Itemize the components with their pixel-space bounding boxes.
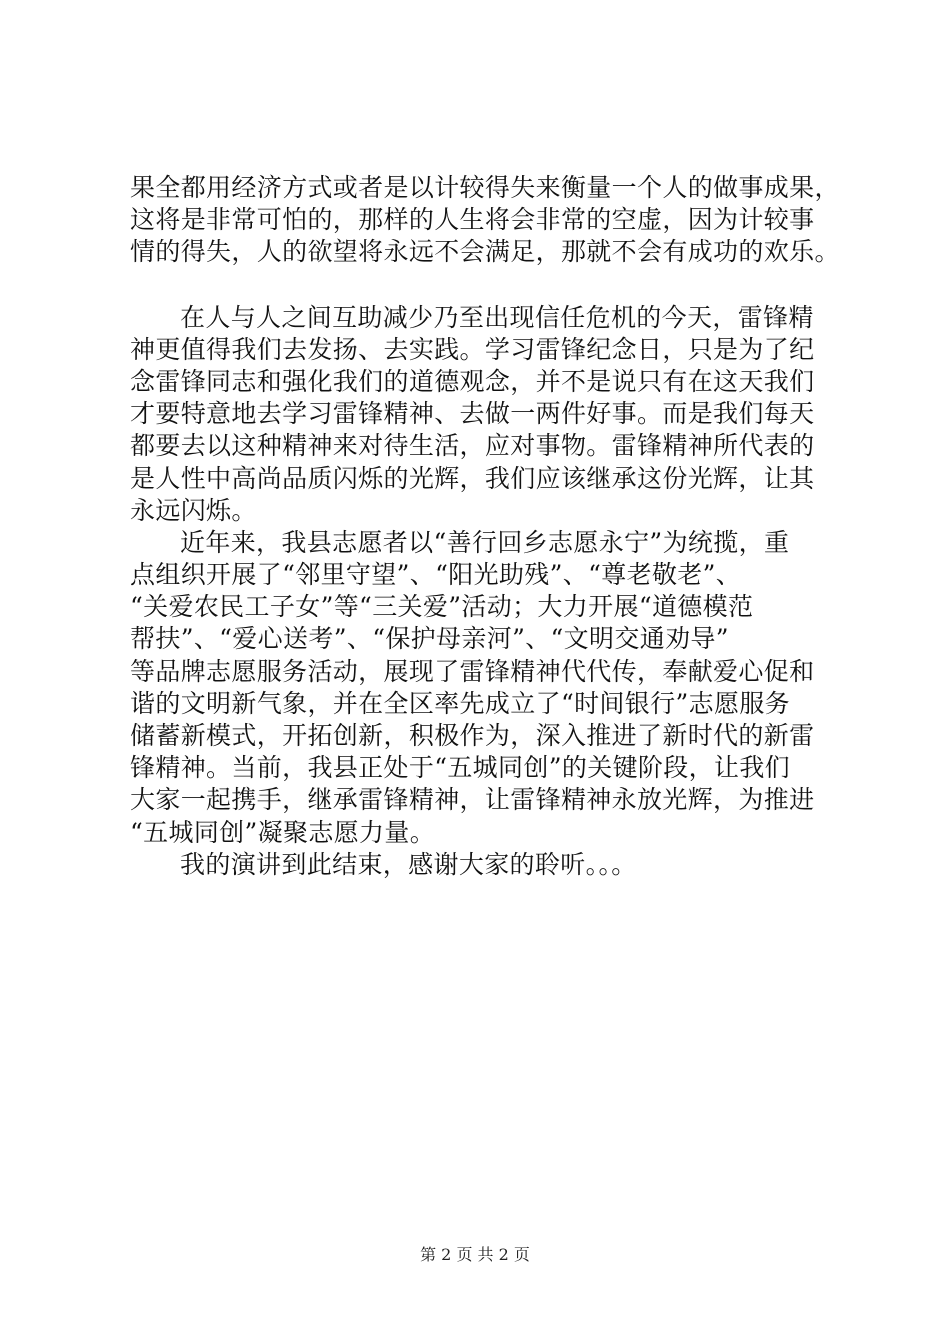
text-line: 在人与人之间互助减少乃至出现信任危机的今天，雷锋精	[180, 302, 814, 332]
text-line: 都要去以这种精神来对待生活，应对事物。雷锋精神所代表的	[130, 431, 815, 461]
text-line: 等品牌志愿服务活动，展现了雷锋精神代代传，奉献爱心促和	[130, 656, 815, 686]
text-line: 近年来，我县志愿者以“善行回乡志愿永宁”为统揽，重	[180, 527, 790, 557]
text-line: 才要特意地去学习雷锋精神、去做一两件好事。而是我们每天	[130, 399, 815, 429]
text-line: 我的演讲到此结束，感谢大家的聆听。。。	[180, 849, 637, 879]
text-line: 是人性中高尚品质闪烁的光辉，我们应该继承这份光辉，让其	[130, 463, 815, 493]
text-line: “五城同创”凝聚志愿力量。	[130, 817, 436, 847]
text-line: 锋精神。当前，我县正处于“五城同创”的关键阶段，让我们	[130, 753, 791, 783]
text-line: 大家一起携手，继承雷锋精神，让雷锋精神永放光辉，为推进	[130, 785, 815, 815]
body-text	[130, 172, 850, 881]
text-line: “关爱农民工子女”等“三关爱”活动；大力开展“道德模范	[130, 592, 754, 622]
paragraph-spacer	[130, 269, 850, 302]
text-line: 这将是非常可怕的，那样的人生将会非常的空虚，因为计较事	[130, 205, 815, 235]
text-line: 永远闪烁。	[130, 495, 257, 525]
text-line: 念雷锋同志和强化我们的道德观念，并不是说只有在这天我们	[130, 366, 815, 396]
text-line: 情的得失，人的欲望将永远不会满足，那就不会有成功的欢乐。	[130, 237, 840, 267]
page-number-label: 第 2 页 共 2 页	[420, 1245, 530, 1264]
text-line: 谐的文明新气象，并在全区率先成立了“时间银行”志愿服务	[130, 688, 791, 718]
page-footer	[0, 1242, 950, 1265]
text-line: 果全都用经济方式或者是以计较得失来衡量一个人的做事成果，	[130, 173, 840, 202]
text-line: 储蓄新模式，开拓创新，积极作为，深入推进了新时代的新雷	[130, 721, 815, 750]
text-line: 神更值得我们去发扬、去实践。学习雷锋纪念日，只是为了纪	[130, 334, 815, 364]
text-line: 点组织开展了“邻里守望”、“阳光助残”、“尊老敬老”、	[130, 560, 742, 590]
text-line: 帮扶”、“爱心送考”、“保护母亲河”、“文明交通劝导”	[130, 624, 729, 654]
